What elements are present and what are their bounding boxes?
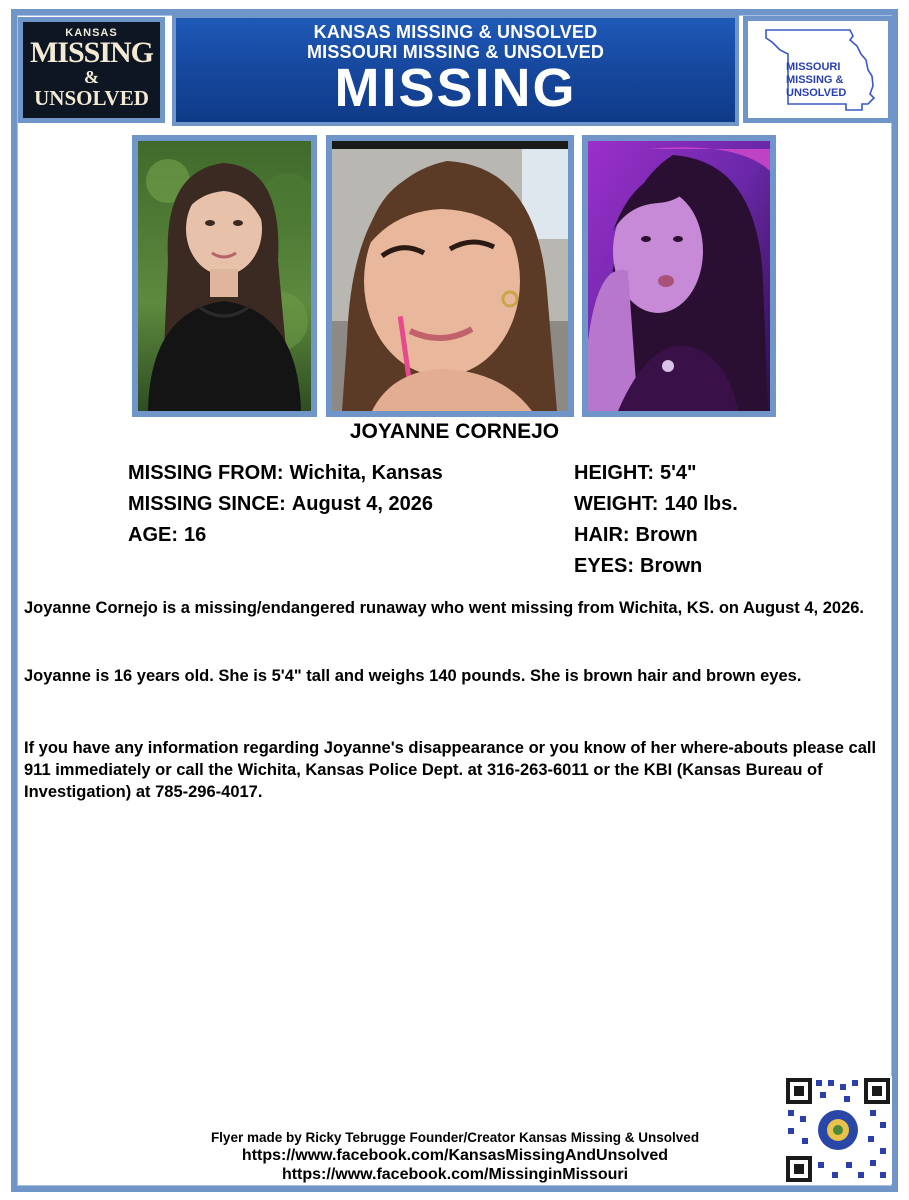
banner-line-missouri: MISSOURI MISSING & UNSOLVED: [306, 42, 605, 62]
logo-kansas-text: KANSAS: [65, 27, 118, 39]
missouri-logo-line2: MISSING &: [786, 74, 844, 86]
flyer-credit: Flyer made by Ricky Tebrugge Founder/Creator Kansas Missing & Unsolved: [210, 1130, 700, 1145]
missouri-missing-logo: [743, 16, 893, 123]
banner-line-kansas: KANSAS MISSING & UNSOLVED: [313, 22, 598, 42]
detail-missing-since: [128, 493, 433, 516]
missing-person-photo-3: [582, 135, 776, 417]
logo-unsolved-text: UNSOLVED: [34, 86, 149, 110]
qr-code-icon: [784, 1076, 892, 1184]
detail-missing-from: [128, 462, 443, 485]
detail-label: HEIGHT:: [574, 462, 654, 484]
detail-label: MISSING SINCE:: [128, 493, 286, 515]
detail-label: WEIGHT:: [574, 493, 659, 515]
missing-person-name: JOYANNE CORNEJO: [349, 420, 560, 443]
kansas-missing-logo: [18, 17, 165, 123]
detail-hair: [574, 524, 698, 547]
detail-value: 140 lbs.: [664, 493, 738, 515]
contact-paragraph: If you have any information regarding Joyanne's disappearance or you know of her where-abouts please call 911 immediately or call the Wichita, Kansas Police Dept. at 316-263-6011 or the KBI (Kansas Bureau of Investigation) at 785-296-4017.: [24, 739, 877, 801]
detail-eyes: [574, 555, 702, 578]
detail-height: [574, 462, 696, 485]
header-banner: [172, 14, 739, 126]
logo-amp-text: &: [84, 67, 99, 87]
detail-label: MISSING FROM:: [128, 462, 284, 484]
detail-label: EYES:: [574, 555, 635, 577]
missouri-logo-line3: UNSOLVED: [786, 87, 847, 99]
detail-weight: [574, 493, 738, 516]
missouri-logo-text: [786, 61, 846, 100]
facebook-link-kansas[interactable]: https://www.facebook.com/KansasMissingAndUnsolved: [241, 1147, 669, 1164]
detail-value: August 4, 2026: [291, 493, 433, 515]
detail-value: 5'4": [660, 462, 697, 484]
logo-missing-text: MISSING: [29, 36, 154, 69]
description-paragraph-1: Joyanne Cornejo is a missing/endangered runaway who went missing from Wichita, KS. on August 4, 2026.: [24, 599, 865, 617]
missing-person-photo-2: [326, 135, 574, 417]
detail-label: AGE:: [128, 524, 178, 546]
detail-age: [128, 524, 206, 547]
detail-label: HAIR:: [574, 524, 630, 546]
detail-value: Brown: [635, 524, 698, 546]
missing-person-photo-1: [132, 135, 317, 417]
detail-value: 16: [184, 524, 207, 546]
description-paragraph-2: Joyanne is 16 years old. She is 5'4" tall and weighs 140 pounds. She is brown hair and brown eyes.: [24, 667, 802, 685]
missouri-logo-line1: MISSOURI: [786, 61, 841, 73]
banner-title: MISSING: [334, 58, 577, 118]
qr-code[interactable]: [784, 1076, 892, 1184]
detail-value: Brown: [640, 555, 703, 577]
facebook-link-missouri[interactable]: https://www.facebook.com/MissinginMissouri: [281, 1166, 629, 1183]
detail-value: Wichita, Kansas: [289, 462, 443, 484]
